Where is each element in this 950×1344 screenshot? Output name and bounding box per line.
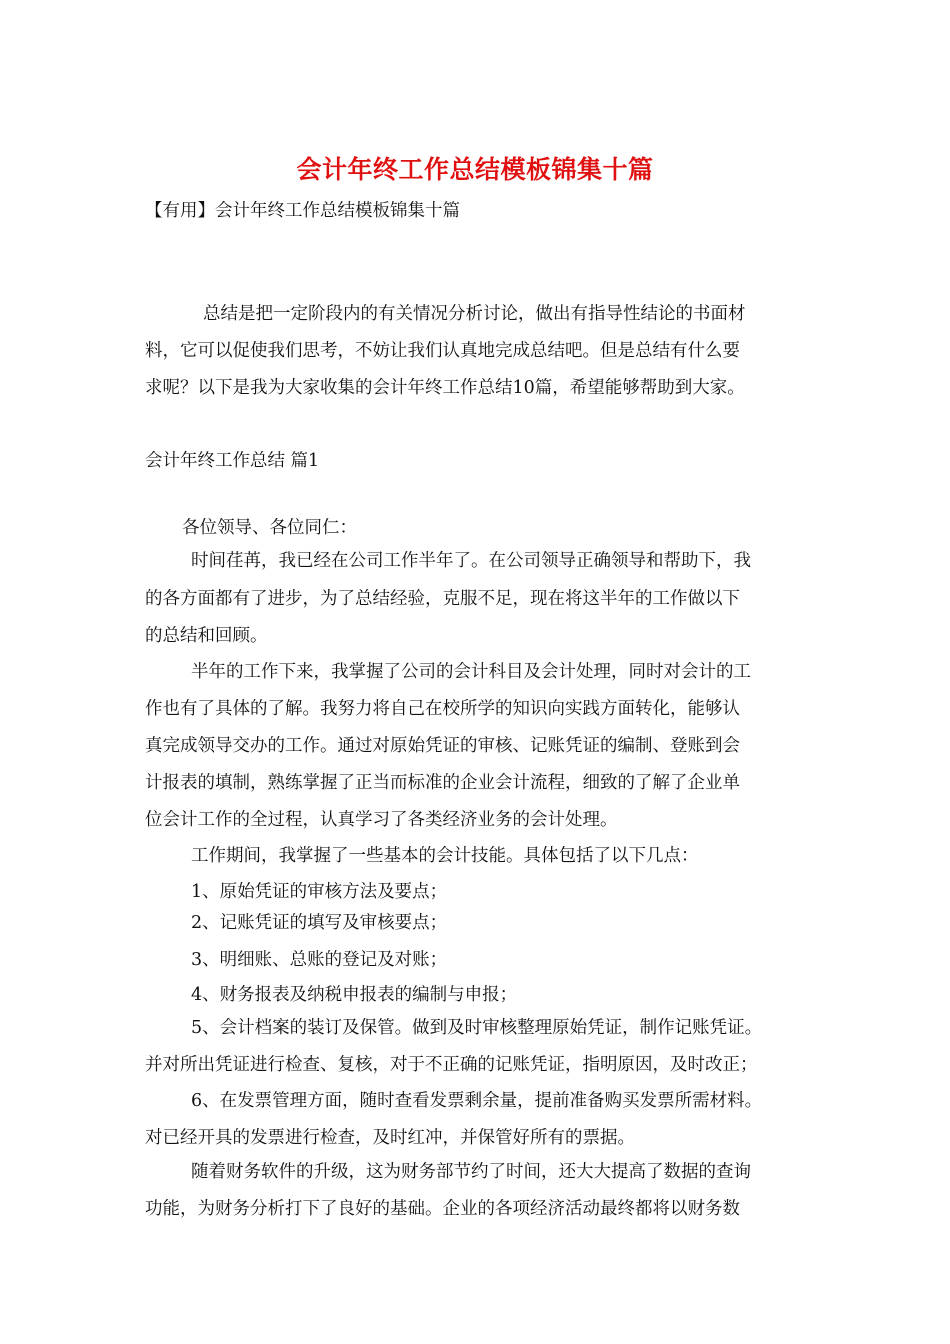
paragraph-line: 的总结和回顾。 — [145, 626, 268, 646]
list-item: 2、记账凭证的填写及审核要点； — [191, 913, 448, 933]
section-heading: 会计年终工作总结 篇1 — [145, 451, 320, 471]
list-item: 5、会计档案的装订及保管。做到及时审核整理原始凭证，制作记账凭证。 — [191, 1018, 763, 1038]
list-item: 6、在发票管理方面，随时查看发票剩余量，提前准备购买发票所需材料。 — [191, 1091, 763, 1111]
intro-line: 求呢？以下是我为大家收集的会计年终工作总结10篇，希望能够帮助到大家。 — [145, 378, 745, 398]
salutation: 各位领导、各位同仁： — [182, 518, 357, 538]
list-item-continuation: 并对所出凭证进行检查、复核，对于不正确的记账凭证，指明原因，及时改正； — [145, 1055, 758, 1075]
document-title: 会计年终工作总结模板锦集十篇 — [296, 155, 654, 184]
list-item: 1、原始凭证的审核方法及要点； — [191, 882, 448, 902]
paragraph-line: 计报表的填制，熟练掌握了正当而标准的企业会计流程，细致的了解了企业单 — [145, 773, 740, 793]
list-item: 4、财务报表及纳税申报表的编制与申报； — [191, 985, 518, 1005]
paragraph-line: 半年的工作下来，我掌握了公司的会计科目及会计处理，同时对会计的工 — [191, 662, 751, 682]
paragraph-line: 功能，为财务分析打下了良好的基础。企业的各项经济活动最终都将以财务数 — [145, 1199, 740, 1219]
paragraph-line: 的各方面都有了进步，为了总结经验，克服不足，现在将这半年的工作做以下 — [145, 589, 740, 609]
paragraph-line: 真完成领导交办的工作。通过对原始凭证的审核、记账凭证的编制、登账到会 — [145, 736, 740, 756]
intro-line: 料，它可以促使我们思考，不妨让我们认真地完成总结吧。但是总结有什么要 — [145, 341, 740, 361]
paragraph-line: 工作期间，我掌握了一些基本的会计技能。具体包括了以下几点： — [191, 846, 699, 866]
paragraph-line: 作也有了具体的了解。我努力将自己在校所学的知识向实践方面转化，能够认 — [145, 699, 740, 719]
list-item-continuation: 对已经开具的发票进行检查，及时红冲，并保管好所有的票据。 — [145, 1128, 635, 1148]
paragraph-line: 随着财务软件的升级，这为财务部节约了时间，还大大提高了数据的查询 — [191, 1162, 751, 1182]
document-subtitle: 【有用】会计年终工作总结模板锦集十篇 — [145, 201, 460, 221]
list-item: 3、明细账、总账的登记及对账； — [191, 950, 448, 970]
paragraph-line: 时间荏苒，我已经在公司工作半年了。在公司领导正确领导和帮助下，我 — [191, 551, 751, 571]
intro-line: 总结是把一定阶段内的有关情况分析讨论，做出有指导性结论的书面材 — [203, 304, 746, 324]
paragraph-line: 位会计工作的全过程，认真学习了各类经济业务的会计处理。 — [145, 810, 618, 830]
